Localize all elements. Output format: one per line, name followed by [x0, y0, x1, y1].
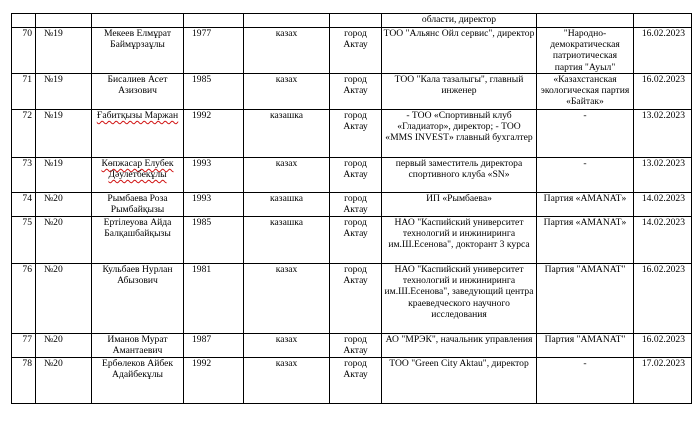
job-cell: ТОО "Кала тазалыгы", главный инженер — [382, 74, 537, 110]
name-cell: Ғабитқызы Маржан — [92, 110, 184, 158]
candidates-table — [11, 13, 692, 404]
district-cell: №20 — [36, 217, 92, 264]
row-number: 73 — [12, 158, 36, 193]
row-number: 78 — [12, 358, 36, 404]
party-cell: - — [537, 358, 634, 404]
birth-year-cell: 1992 — [184, 110, 244, 158]
party-cell: «Казахстанская экологическая партия «Байтак» — [537, 74, 634, 110]
name-cell: Рымбаева Роза Рымбайқызы — [92, 193, 184, 217]
district-cell: №20 — [36, 193, 92, 217]
date-cell: 17.02.2023 — [634, 358, 692, 404]
row-number: 71 — [12, 74, 36, 110]
date-cell: 16.02.2023 — [634, 28, 692, 74]
job-cell: АО "МРЭК", начальник управления — [382, 334, 537, 358]
name-cell: Көпжасар Елубек Дәулетбекұлы — [92, 158, 184, 193]
table-row — [12, 14, 692, 28]
birth-year-cell: 1987 — [184, 334, 244, 358]
job-cell: - ТОО «Спортивный клуб «Гладиатор», директор; - ТОО «MMS INVEST» главный бухгалтер — [382, 110, 537, 158]
city-cell: город Актау — [330, 217, 382, 264]
job-cell: ТОО "Альянс Ойл сервис", директор — [382, 28, 537, 74]
table-row — [12, 74, 692, 110]
row-number: 76 — [12, 264, 36, 334]
nationality-cell: казах — [244, 264, 330, 334]
job-cell: НАО "Каспийский университет технологий и инжиниринга им.Ш.Есенова", докторант 3 курса — [382, 217, 537, 264]
city-cell: город Актау — [330, 158, 382, 193]
nationality-cell: казах — [244, 28, 330, 74]
city-cell: город Актау — [330, 193, 382, 217]
party-cell: Партия "AMANAT" — [537, 264, 634, 334]
date-cell: 16.02.2023 — [634, 74, 692, 110]
nationality-cell: казах — [244, 74, 330, 110]
party-cell: Партия "AMANAT" — [537, 334, 634, 358]
job-cell: НАО "Каспийский университет технологий и инжиниринга им.Ш.Есенова", заведующий центра краеведческого научного исследования — [382, 264, 537, 334]
birth-year-cell: 1992 — [184, 358, 244, 404]
nationality-cell: казах — [244, 334, 330, 358]
date-cell: 16.02.2023 — [634, 334, 692, 358]
date-cell: 14.02.2023 — [634, 217, 692, 264]
name-cell: Иманов Мурат Амантаевич — [92, 334, 184, 358]
date-cell: 14.02.2023 — [634, 193, 692, 217]
party-cell: Партия «AMANAT» — [537, 193, 634, 217]
district-cell: №20 — [36, 264, 92, 334]
job-cell: ТОО "Green City Aktau", директор — [382, 358, 537, 404]
birth-year-cell: 1977 — [184, 28, 244, 74]
party-cell: - — [537, 110, 634, 158]
row-number: 72 — [12, 110, 36, 158]
nationality-cell: казашка — [244, 217, 330, 264]
row-number: 70 — [12, 28, 36, 74]
job-cell: ИП «Рымбаева» — [382, 193, 537, 217]
birth-year-cell: 1993 — [184, 193, 244, 217]
district-cell: №19 — [36, 110, 92, 158]
name-cell: Мекеев Елмұрат Баймұрзаұлы — [92, 28, 184, 74]
name-cell: Ертілеуова Айда Балқашбайқызы — [92, 217, 184, 264]
table-row — [12, 217, 692, 264]
row-number: 74 — [12, 193, 36, 217]
table-row — [12, 358, 692, 404]
continued-job-cell: области, директор — [382, 14, 537, 28]
district-cell: №20 — [36, 334, 92, 358]
table-row — [12, 193, 692, 217]
date-cell: 16.02.2023 — [634, 264, 692, 334]
party-cell: Партия «AMANAT» — [537, 217, 634, 264]
table-row — [12, 264, 692, 334]
birth-year-cell: 1985 — [184, 217, 244, 264]
party-cell: - — [537, 158, 634, 193]
date-cell: 13.02.2023 — [634, 158, 692, 193]
birth-year-cell: 1993 — [184, 158, 244, 193]
nationality-cell: казашка — [244, 110, 330, 158]
table-row — [12, 334, 692, 358]
city-cell: город Актау — [330, 358, 382, 404]
birth-year-cell: 1985 — [184, 74, 244, 110]
city-cell: город Актау — [330, 334, 382, 358]
district-cell: №19 — [36, 74, 92, 110]
nationality-cell: казашка — [244, 193, 330, 217]
row-number: 75 — [12, 217, 36, 264]
city-cell: город Актау — [330, 110, 382, 158]
nationality-cell: казах — [244, 358, 330, 404]
nationality-cell: казах — [244, 158, 330, 193]
table-row — [12, 28, 692, 74]
district-cell: №20 — [36, 358, 92, 404]
name-cell: Кульбаев Нурлан Абызович — [92, 264, 184, 334]
city-cell: город Актау — [330, 28, 382, 74]
job-cell: первый заместитель директора спортивного клуба «SN» — [382, 158, 537, 193]
district-cell: №19 — [36, 28, 92, 74]
party-cell: "Народно-демократическая патриотическая партия "Ауыл" — [537, 28, 634, 74]
row-number: 77 — [12, 334, 36, 358]
city-cell: город Актау — [330, 74, 382, 110]
city-cell: город Актау — [330, 264, 382, 334]
district-cell: №19 — [36, 158, 92, 193]
table-row — [12, 158, 692, 193]
table-row — [12, 110, 692, 158]
name-cell: Ербөлеков Айбек Адайбекұлы — [92, 358, 184, 404]
birth-year-cell: 1981 — [184, 264, 244, 334]
date-cell: 13.02.2023 — [634, 110, 692, 158]
name-cell: Бисалиев Асет Азизович — [92, 74, 184, 110]
